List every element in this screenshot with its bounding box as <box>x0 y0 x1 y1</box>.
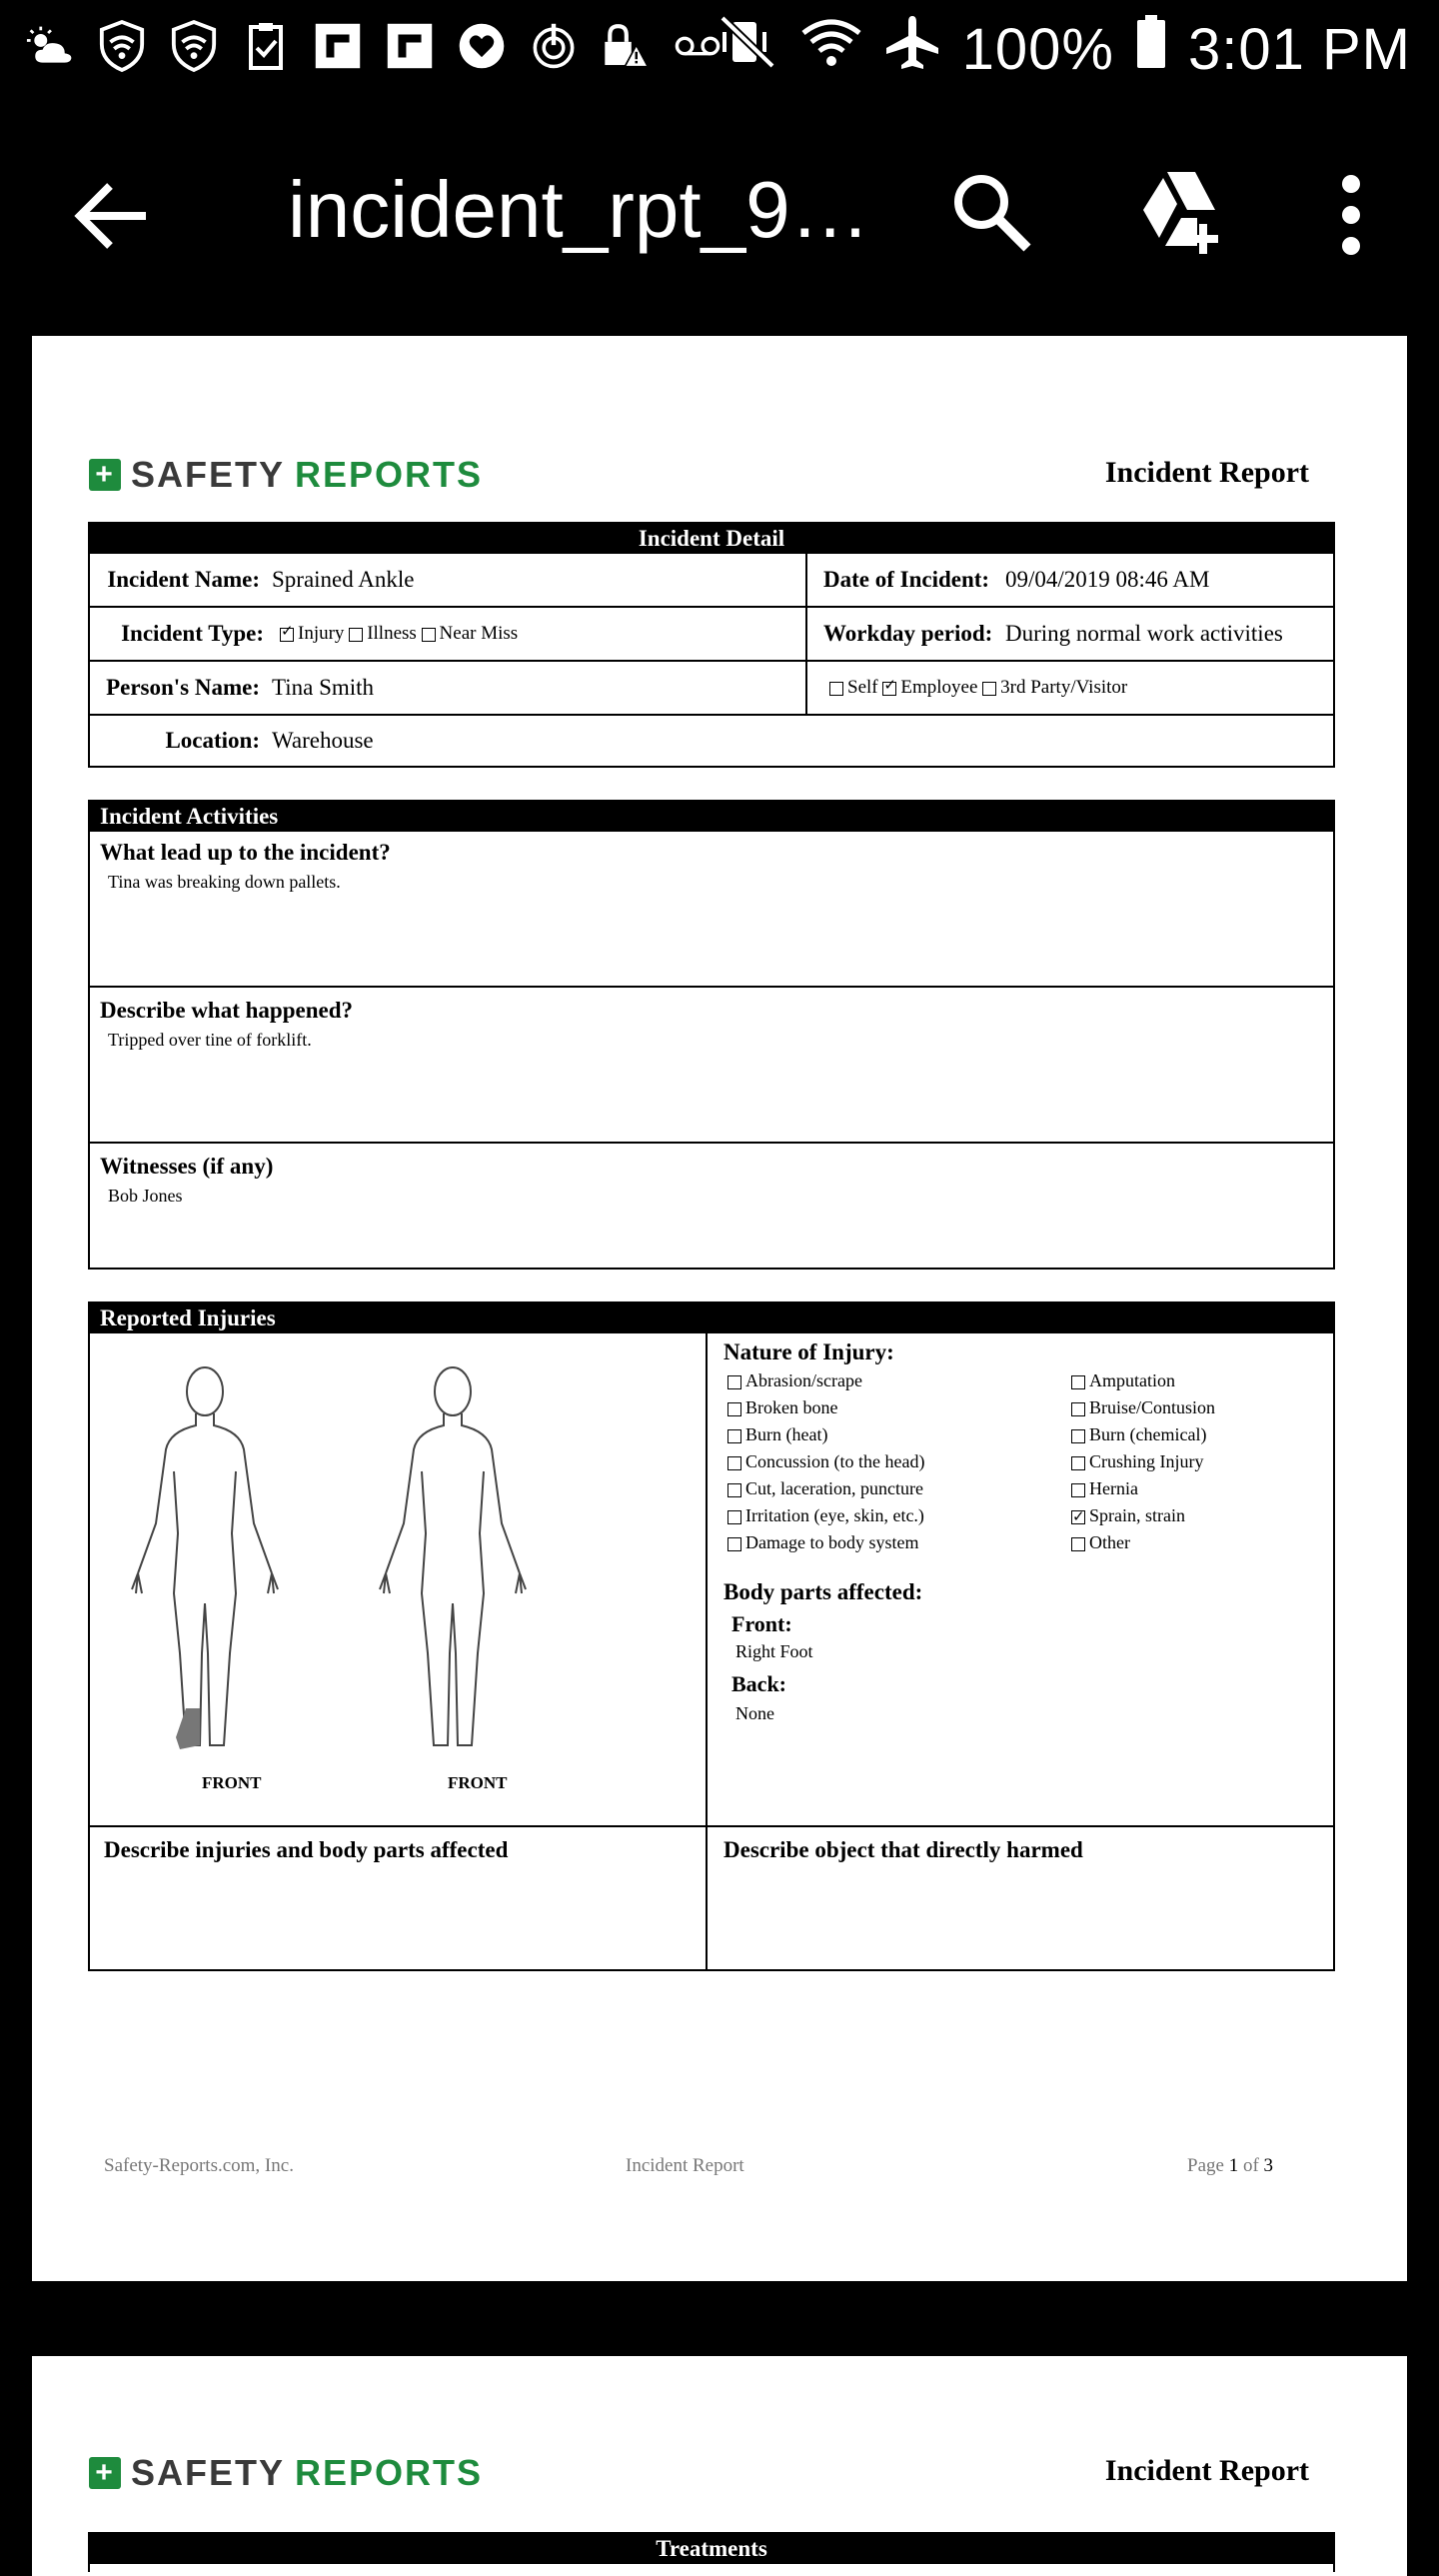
injury-option: Crushing Injury <box>1071 1448 1215 1475</box>
checkbox-unchecked <box>1071 1456 1085 1470</box>
checkbox-unchecked <box>1071 1375 1085 1389</box>
workday-value: During normal work activities <box>1005 621 1283 646</box>
location-row <box>90 714 1333 766</box>
shield-wifi-icon <box>98 18 146 74</box>
person-row <box>90 660 1333 714</box>
figure-label-front: FRONT <box>202 1773 262 1792</box>
checkbox-checked <box>1071 1510 1085 1524</box>
footer-company: Safety-Reports.com, Inc. <box>104 2155 294 2176</box>
checkbox-unchecked <box>422 628 436 642</box>
checkbox-unchecked <box>349 628 363 642</box>
search-icon[interactable] <box>949 170 1035 256</box>
logo-word-2: REPORTS <box>295 2452 484 2493</box>
injury-option: Irritation (eye, skin, etc.) <box>727 1502 924 1529</box>
nature-of-injury-list-left <box>727 1367 924 1556</box>
clock: 3:01 PM <box>1188 16 1411 82</box>
reported-injuries-header: Reported Injuries <box>90 1303 1333 1333</box>
treatments-table <box>88 2532 1335 2572</box>
checkbox-unchecked <box>727 1537 741 1551</box>
injury-option: Burn (heat) <box>727 1421 924 1448</box>
question-witnesses: Witnesses (if any) <box>100 1154 274 1179</box>
injury-option: Bruise/Contusion <box>1071 1394 1215 1421</box>
workday-label: Workday period: <box>823 621 993 646</box>
person-name-value: Tina Smith <box>272 675 375 700</box>
back-arrow-icon[interactable] <box>72 176 152 256</box>
shield-wifi-icon <box>170 18 218 74</box>
body-parts-title: Body parts affected: <box>723 1579 923 1604</box>
incident-activities-table <box>88 800 1335 1270</box>
wifi-icon <box>800 16 862 83</box>
vibrate-mute-icon <box>719 14 778 84</box>
injury-option: Burn (chemical) <box>1071 1421 1215 1448</box>
report-title: Incident Report <box>1104 2454 1309 2487</box>
report-title: Incident Report <box>1104 456 1309 489</box>
activity-section <box>90 830 1333 986</box>
person-option-third-party: 3rd Party/Visitor <box>982 677 1127 699</box>
injury-option: Cut, laceration, puncture <box>727 1475 924 1502</box>
sync-icon <box>530 18 578 74</box>
logo-word-1: SAFETY <box>131 454 286 495</box>
activity-section <box>90 1142 1333 1268</box>
weather-partly-sunny-icon <box>26 18 74 74</box>
answer-witnesses: Bob Jones <box>108 1186 183 1206</box>
checkbox-unchecked <box>727 1483 741 1497</box>
front-value: Right Foot <box>735 1641 813 1661</box>
treatments-header: Treatments <box>90 2534 1333 2564</box>
injury-option: Concussion (to the head) <box>727 1448 924 1475</box>
flipboard-icon <box>314 18 362 74</box>
heart-badge-icon <box>458 18 506 74</box>
injury-option: Hernia <box>1071 1475 1215 1502</box>
app-bar <box>0 100 1439 336</box>
question-what-happened: Describe what happened? <box>100 998 354 1023</box>
front-label: Front: <box>731 1611 792 1636</box>
location-value: Warehouse <box>272 728 374 753</box>
injury-option: Broken bone <box>727 1394 924 1421</box>
logo-word-2: REPORTS <box>295 454 484 495</box>
more-options-icon[interactable] <box>1319 170 1383 260</box>
clipboard-check-icon <box>242 18 290 74</box>
safety-reports-logo <box>89 454 483 496</box>
incident-name-value: Sprained Ankle <box>272 567 415 592</box>
injury-option: Other <box>1071 1529 1215 1556</box>
document-title: incident_rpt_9… <box>288 165 870 254</box>
green-cross-icon: + <box>89 2457 121 2489</box>
airplane-mode-icon <box>884 14 940 84</box>
checkbox-unchecked <box>1071 1537 1085 1551</box>
person-option-self: Self <box>829 677 878 699</box>
pdf-page-1 <box>32 336 1407 2281</box>
flipboard-icon <box>386 18 434 74</box>
injury-option: Damage to body system <box>727 1529 924 1556</box>
checkbox-unchecked <box>727 1429 741 1443</box>
checkbox-unchecked <box>727 1510 741 1524</box>
injury-option: Abrasion/scrape <box>727 1367 924 1394</box>
voicemail-icon <box>674 18 721 74</box>
answer-lead-up: Tina was breaking down pallets. <box>108 872 341 892</box>
checkbox-unchecked <box>1071 1429 1085 1443</box>
add-to-drive-icon[interactable] <box>1137 166 1229 258</box>
status-bar <box>0 0 1439 100</box>
figure-label-front: FRONT <box>448 1773 508 1792</box>
nature-of-injury-list-right <box>1071 1367 1215 1556</box>
type-option-near-miss: Near Miss <box>422 623 519 645</box>
checkbox-unchecked <box>727 1375 741 1389</box>
back-value: None <box>735 1703 774 1723</box>
incident-name-label: Incident Name: <box>107 567 260 592</box>
battery-icon <box>1136 15 1166 83</box>
checkbox-unchecked <box>1071 1483 1085 1497</box>
checkbox-unchecked <box>982 682 996 696</box>
footer-page-number: Page 1 of 3 <box>1187 2155 1274 2176</box>
checkbox-unchecked <box>727 1456 741 1470</box>
describe-object-label: Describe object that directly harmed <box>723 1837 1083 1862</box>
body-figure-front-1 <box>130 1353 280 1773</box>
incident-type-row <box>90 606 1333 660</box>
battery-percent: 100% <box>961 16 1114 82</box>
incident-type-options <box>280 608 518 660</box>
activity-section <box>90 986 1333 1142</box>
checkbox-unchecked <box>1071 1402 1085 1416</box>
reported-injuries-table <box>88 1301 1335 1971</box>
answer-what-happened: Tripped over tine of forklift. <box>108 1030 312 1050</box>
person-type-options <box>829 662 1127 714</box>
describe-injuries-label: Describe injuries and body parts affected <box>104 1837 509 1862</box>
nature-of-injury-title: Nature of Injury: <box>723 1339 894 1364</box>
incident-type-label: Incident Type: <box>121 621 264 646</box>
incident-activities-header: Incident Activities <box>90 802 1333 832</box>
type-option-illness: Illness <box>349 623 417 645</box>
injury-option: ✓Sprain, strain <box>1071 1502 1215 1529</box>
footer-center: Incident Report <box>626 2155 744 2176</box>
safety-reports-logo <box>89 2452 483 2494</box>
question-lead-up: What lead up to the incident? <box>100 840 391 865</box>
checkbox-checked <box>280 628 294 642</box>
body-figure-front-2 <box>378 1353 528 1773</box>
back-label: Back: <box>731 1671 786 1696</box>
date-value: 09/04/2019 08:46 AM <box>1005 567 1210 592</box>
injury-option: Amputation <box>1071 1367 1215 1394</box>
pdf-page-2 <box>32 2356 1407 2576</box>
incident-detail-header: Incident Detail <box>90 524 1333 554</box>
location-label: Location: <box>165 728 260 753</box>
lock-warning-icon <box>602 18 650 74</box>
logo-word-1: SAFETY <box>131 2452 286 2493</box>
checkbox-unchecked <box>727 1402 741 1416</box>
incident-name-row <box>90 552 1333 606</box>
person-option-employee: ✓ Employee <box>882 677 977 699</box>
type-option-injury: ✓ Injury <box>280 623 344 645</box>
incident-detail-table <box>88 522 1335 768</box>
date-label: Date of Incident: <box>823 567 990 592</box>
person-name-label: Person's Name: <box>106 675 260 700</box>
checkbox-unchecked <box>829 682 843 696</box>
green-cross-icon: + <box>89 459 121 491</box>
checkbox-checked <box>882 682 896 696</box>
